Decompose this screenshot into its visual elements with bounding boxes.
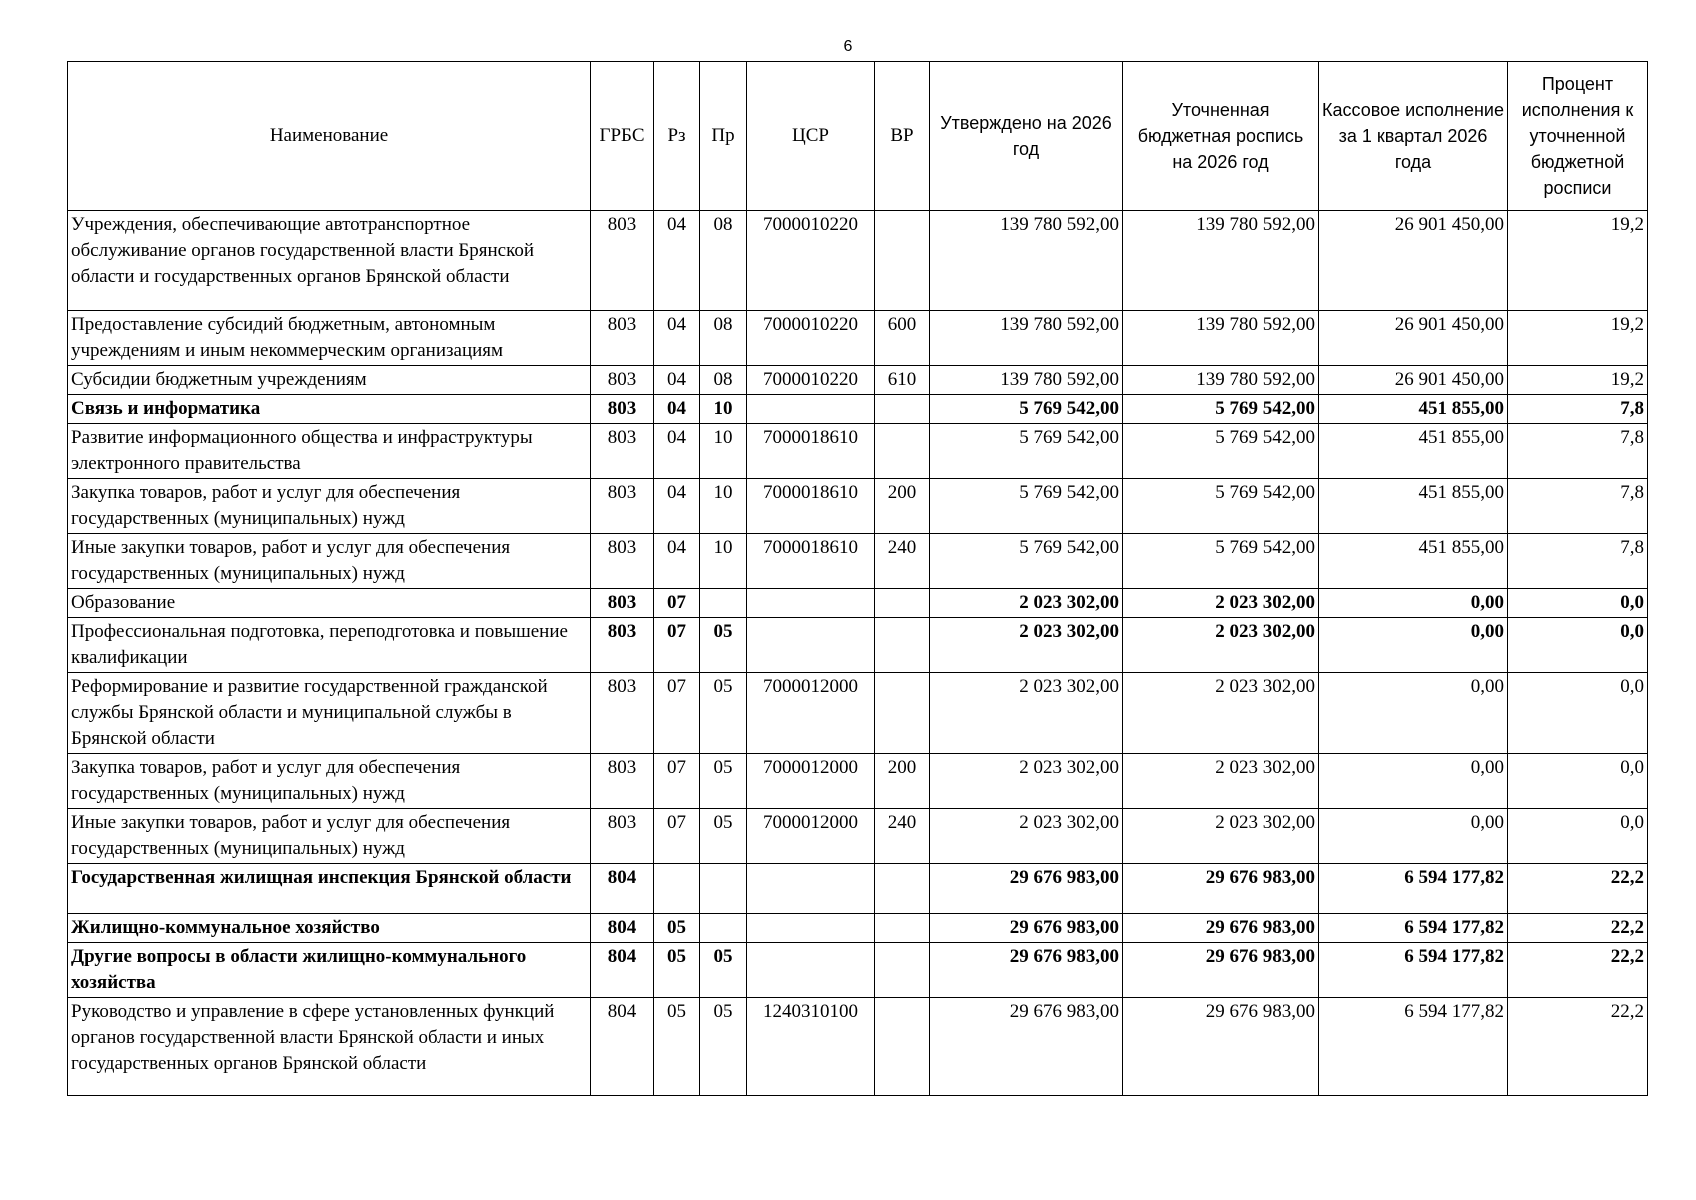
cell-approved: 5 769 542,00 xyxy=(930,534,1123,589)
cell-grbs: 803 xyxy=(591,395,654,424)
cell-pr: 05 xyxy=(700,673,747,754)
table-row xyxy=(68,943,1648,998)
table-row xyxy=(68,534,1648,589)
cell-csr: 7000018610 xyxy=(747,479,875,534)
cell-refined: 139 780 592,00 xyxy=(1123,366,1319,395)
cell-percent: 7,8 xyxy=(1508,479,1648,534)
cell-approved: 2 023 302,00 xyxy=(930,754,1123,809)
cell-percent: 22,2 xyxy=(1508,943,1648,998)
cell-refined: 29 676 983,00 xyxy=(1123,864,1319,914)
cell-vr xyxy=(875,424,930,479)
cell-vr: 240 xyxy=(875,534,930,589)
cell-vr: 200 xyxy=(875,479,930,534)
cell-cash: 6 594 177,82 xyxy=(1319,998,1508,1096)
header-percent: Процент исполнения к уточненной бюджетной росписи xyxy=(1508,62,1648,211)
table-row xyxy=(68,864,1648,914)
cell-rz: 04 xyxy=(654,311,700,366)
header-vr: ВР xyxy=(875,62,930,211)
cell-name: Реформирование и развитие государственной гражданской службы Брянской области и муниципальной службы в Брянской области xyxy=(68,673,591,754)
table-row xyxy=(68,395,1648,424)
table-row xyxy=(68,618,1648,673)
cell-grbs: 803 xyxy=(591,754,654,809)
cell-approved: 29 676 983,00 xyxy=(930,943,1123,998)
cell-csr xyxy=(747,864,875,914)
cell-refined: 29 676 983,00 xyxy=(1123,943,1319,998)
cell-rz: 04 xyxy=(654,395,700,424)
cell-percent: 19,2 xyxy=(1508,311,1648,366)
cell-csr: 7000012000 xyxy=(747,673,875,754)
cell-rz: 07 xyxy=(654,673,700,754)
cell-cash: 0,00 xyxy=(1319,673,1508,754)
cell-cash: 0,00 xyxy=(1319,809,1508,864)
cell-vr xyxy=(875,864,930,914)
cell-rz: 07 xyxy=(654,754,700,809)
cell-vr xyxy=(875,589,930,618)
cell-vr xyxy=(875,618,930,673)
header-approved: Утверждено на 2026 год xyxy=(930,62,1123,211)
cell-cash: 26 901 450,00 xyxy=(1319,366,1508,395)
cell-csr: 7000018610 xyxy=(747,424,875,479)
cell-grbs: 803 xyxy=(591,366,654,395)
table-row xyxy=(68,479,1648,534)
cell-name: Жилищно-коммунальное хозяйство xyxy=(68,914,591,943)
cell-approved: 2 023 302,00 xyxy=(930,589,1123,618)
cell-grbs: 804 xyxy=(591,864,654,914)
cell-pr xyxy=(700,864,747,914)
cell-refined: 2 023 302,00 xyxy=(1123,673,1319,754)
cell-approved: 29 676 983,00 xyxy=(930,864,1123,914)
cell-pr: 10 xyxy=(700,534,747,589)
cell-grbs: 804 xyxy=(591,998,654,1096)
cell-cash: 451 855,00 xyxy=(1319,534,1508,589)
cell-rz: 04 xyxy=(654,534,700,589)
table-row xyxy=(68,366,1648,395)
cell-pr: 05 xyxy=(700,998,747,1096)
cell-name: Закупка товаров, работ и услуг для обеспечения государственных (муниципальных) нужд xyxy=(68,479,591,534)
page-number: 6 xyxy=(843,38,853,55)
cell-pr: 08 xyxy=(700,311,747,366)
cell-vr xyxy=(875,673,930,754)
cell-approved: 29 676 983,00 xyxy=(930,914,1123,943)
cell-name: Закупка товаров, работ и услуг для обеспечения государственных (муниципальных) нужд xyxy=(68,754,591,809)
cell-csr xyxy=(747,618,875,673)
cell-grbs: 803 xyxy=(591,311,654,366)
cell-percent: 7,8 xyxy=(1508,395,1648,424)
cell-pr: 05 xyxy=(700,809,747,864)
cell-csr xyxy=(747,589,875,618)
cell-name: Иные закупки товаров, работ и услуг для обеспечения государственных (муниципальных) нужд xyxy=(68,534,591,589)
cell-grbs: 804 xyxy=(591,914,654,943)
cell-refined: 5 769 542,00 xyxy=(1123,395,1319,424)
cell-percent: 22,2 xyxy=(1508,864,1648,914)
cell-refined: 29 676 983,00 xyxy=(1123,914,1319,943)
cell-name: Руководство и управление в сфере установленных функций органов государственной власти Брянской области и иных государственных органов Брянской области xyxy=(68,998,591,1096)
cell-vr xyxy=(875,943,930,998)
cell-csr: 7000010220 xyxy=(747,366,875,395)
table-row xyxy=(68,424,1648,479)
cell-name: Иные закупки товаров, работ и услуг для обеспечения государственных (муниципальных) нужд xyxy=(68,809,591,864)
header-refined: Уточненная бюджетная роспись на 2026 год xyxy=(1123,62,1319,211)
table-header-row xyxy=(68,62,1648,211)
cell-pr: 10 xyxy=(700,479,747,534)
cell-vr xyxy=(875,211,930,311)
cell-cash: 451 855,00 xyxy=(1319,395,1508,424)
cell-grbs: 803 xyxy=(591,589,654,618)
table-row xyxy=(68,311,1648,366)
cell-csr: 7000010220 xyxy=(747,211,875,311)
cell-grbs: 803 xyxy=(591,534,654,589)
cell-refined: 139 780 592,00 xyxy=(1123,211,1319,311)
cell-approved: 2 023 302,00 xyxy=(930,618,1123,673)
cell-refined: 2 023 302,00 xyxy=(1123,618,1319,673)
cell-percent: 0,0 xyxy=(1508,809,1648,864)
header-rz: Рз xyxy=(654,62,700,211)
cell-percent: 0,0 xyxy=(1508,589,1648,618)
cell-vr xyxy=(875,914,930,943)
cell-grbs: 803 xyxy=(591,424,654,479)
cell-rz xyxy=(654,864,700,914)
cell-refined: 29 676 983,00 xyxy=(1123,998,1319,1096)
cell-grbs: 803 xyxy=(591,618,654,673)
cell-name: Развитие информационного общества и инфраструктуры электронного правительства xyxy=(68,424,591,479)
table-row xyxy=(68,809,1648,864)
cell-cash: 0,00 xyxy=(1319,589,1508,618)
header-cash: Кассовое исполнение за 1 квартал 2026 года xyxy=(1319,62,1508,211)
table-row xyxy=(68,589,1648,618)
cell-refined: 5 769 542,00 xyxy=(1123,424,1319,479)
cell-vr: 600 xyxy=(875,311,930,366)
cell-approved: 139 780 592,00 xyxy=(930,311,1123,366)
cell-percent: 7,8 xyxy=(1508,534,1648,589)
cell-vr: 610 xyxy=(875,366,930,395)
cell-percent: 7,8 xyxy=(1508,424,1648,479)
cell-approved: 139 780 592,00 xyxy=(930,366,1123,395)
cell-csr xyxy=(747,914,875,943)
cell-refined: 2 023 302,00 xyxy=(1123,589,1319,618)
cell-grbs: 804 xyxy=(591,943,654,998)
cell-pr xyxy=(700,589,747,618)
cell-grbs: 803 xyxy=(591,211,654,311)
cell-csr: 7000012000 xyxy=(747,754,875,809)
cell-name: Другие вопросы в области жилищно-коммунального хозяйства xyxy=(68,943,591,998)
cell-percent: 19,2 xyxy=(1508,211,1648,311)
cell-rz: 05 xyxy=(654,998,700,1096)
cell-pr: 05 xyxy=(700,754,747,809)
cell-refined: 5 769 542,00 xyxy=(1123,479,1319,534)
cell-pr: 10 xyxy=(700,395,747,424)
cell-cash: 0,00 xyxy=(1319,618,1508,673)
cell-vr: 240 xyxy=(875,809,930,864)
cell-rz: 07 xyxy=(654,618,700,673)
cell-name: Связь и информатика xyxy=(68,395,591,424)
cell-cash: 6 594 177,82 xyxy=(1319,943,1508,998)
cell-rz: 04 xyxy=(654,211,700,311)
cell-approved: 2 023 302,00 xyxy=(930,673,1123,754)
cell-cash: 26 901 450,00 xyxy=(1319,211,1508,311)
cell-grbs: 803 xyxy=(591,673,654,754)
header-pr: Пр xyxy=(700,62,747,211)
cell-rz: 04 xyxy=(654,424,700,479)
cell-csr: 7000010220 xyxy=(747,311,875,366)
cell-vr xyxy=(875,998,930,1096)
cell-pr: 05 xyxy=(700,943,747,998)
cell-vr xyxy=(875,395,930,424)
cell-rz: 07 xyxy=(654,589,700,618)
cell-approved: 5 769 542,00 xyxy=(930,479,1123,534)
cell-name: Предоставление субсидий бюджетным, автономным учреждениям и иным некоммерческим организациям xyxy=(68,311,591,366)
cell-pr: 08 xyxy=(700,211,747,311)
cell-name: Субсидии бюджетным учреждениям xyxy=(68,366,591,395)
cell-grbs: 803 xyxy=(591,809,654,864)
table-row xyxy=(68,673,1648,754)
cell-approved: 5 769 542,00 xyxy=(930,424,1123,479)
cell-name: Государственная жилищная инспекция Брянской области xyxy=(68,864,591,914)
cell-pr xyxy=(700,914,747,943)
header-csr: ЦСР xyxy=(747,62,875,211)
header-name: Наименование xyxy=(68,62,591,211)
cell-approved: 29 676 983,00 xyxy=(930,998,1123,1096)
cell-percent: 22,2 xyxy=(1508,914,1648,943)
cell-cash: 451 855,00 xyxy=(1319,479,1508,534)
cell-csr: 7000012000 xyxy=(747,809,875,864)
cell-approved: 5 769 542,00 xyxy=(930,395,1123,424)
cell-csr: 7000018610 xyxy=(747,534,875,589)
cell-rz: 04 xyxy=(654,366,700,395)
cell-cash: 0,00 xyxy=(1319,754,1508,809)
cell-name: Образование xyxy=(68,589,591,618)
cell-cash: 26 901 450,00 xyxy=(1319,311,1508,366)
cell-csr: 1240310100 xyxy=(747,998,875,1096)
cell-pr: 10 xyxy=(700,424,747,479)
cell-approved: 2 023 302,00 xyxy=(930,809,1123,864)
cell-percent: 0,0 xyxy=(1508,754,1648,809)
table-body xyxy=(68,211,1648,1096)
header-grbs: ГРБС xyxy=(591,62,654,211)
cell-approved: 139 780 592,00 xyxy=(930,211,1123,311)
budget-table xyxy=(67,61,1648,1096)
cell-refined: 2 023 302,00 xyxy=(1123,754,1319,809)
table-row xyxy=(68,754,1648,809)
cell-refined: 5 769 542,00 xyxy=(1123,534,1319,589)
cell-percent: 22,2 xyxy=(1508,998,1648,1096)
cell-refined: 2 023 302,00 xyxy=(1123,809,1319,864)
cell-rz: 04 xyxy=(654,479,700,534)
cell-name: Учреждения, обеспечивающие автотранспортное обслуживание органов государственной власти Брянской области и государственных органов Брянской области xyxy=(68,211,591,311)
cell-percent: 19,2 xyxy=(1508,366,1648,395)
cell-csr xyxy=(747,943,875,998)
table-row xyxy=(68,998,1648,1096)
cell-rz: 07 xyxy=(654,809,700,864)
cell-pr: 05 xyxy=(700,618,747,673)
cell-vr: 200 xyxy=(875,754,930,809)
cell-rz: 05 xyxy=(654,914,700,943)
cell-pr: 08 xyxy=(700,366,747,395)
cell-rz: 05 xyxy=(654,943,700,998)
cell-percent: 0,0 xyxy=(1508,673,1648,754)
table-row xyxy=(68,914,1648,943)
cell-cash: 451 855,00 xyxy=(1319,424,1508,479)
table-row xyxy=(68,211,1648,311)
cell-refined: 139 780 592,00 xyxy=(1123,311,1319,366)
cell-cash: 6 594 177,82 xyxy=(1319,864,1508,914)
cell-percent: 0,0 xyxy=(1508,618,1648,673)
cell-name: Профессиональная подготовка, переподготовка и повышение квалификации xyxy=(68,618,591,673)
cell-grbs: 803 xyxy=(591,479,654,534)
cell-cash: 6 594 177,82 xyxy=(1319,914,1508,943)
cell-csr xyxy=(747,395,875,424)
